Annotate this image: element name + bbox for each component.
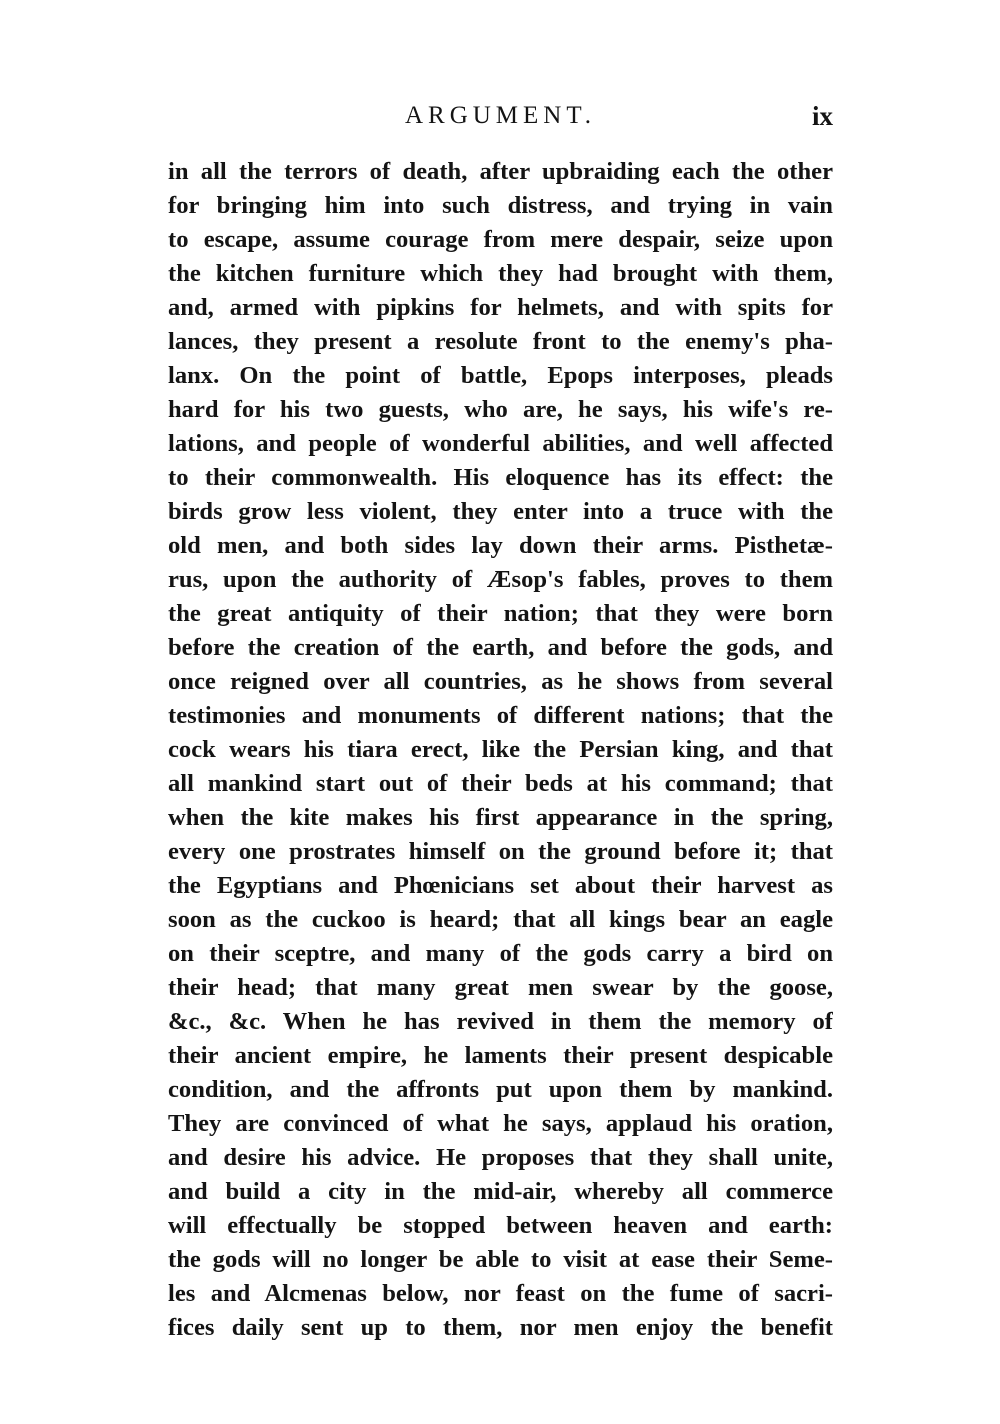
text-line: the kitchen furniture which they had brought with them,	[168, 260, 833, 287]
text-line: old men, and both sides lay down their arms. Pisthetæ-	[168, 532, 833, 559]
text-line: to escape, assume courage from mere despair, seize upon	[168, 226, 833, 253]
body-text	[168, 155, 833, 1345]
text-line: They are convinced of what he says, applaud his oration,	[168, 1110, 833, 1137]
text-line: lances, they present a resolute front to the enemy's pha-	[168, 328, 833, 355]
text-line: their head; that many great men swear by the goose,	[168, 974, 833, 1001]
text-line: lations, and people of wonderful abilities, and well affected	[168, 430, 833, 457]
text-line: fices daily sent up to them, nor men enjoy the benefit	[168, 1314, 833, 1341]
text-line: to their commonwealth. His eloquence has its effect: the	[168, 464, 833, 491]
text-line: their ancient empire, he laments their present despicable	[168, 1042, 833, 1069]
text-line: condition, and the affronts put upon them by mankind.	[168, 1076, 833, 1103]
text-line: hard for his two guests, who are, he says, his wife's re-	[168, 396, 833, 423]
text-line: will effectually be stopped between heaven and earth:	[168, 1212, 833, 1239]
text-line: birds grow less violent, they enter into a truce with the	[168, 498, 833, 525]
page-number: ix	[811, 101, 833, 131]
text-line: soon as the cuckoo is heard; that all kings bear an eagle	[168, 906, 833, 933]
text-line: rus, upon the authority of Æsop's fables, proves to them	[168, 566, 833, 593]
text-line: and, armed with pipkins for helmets, and with spits for	[168, 294, 833, 321]
text-line: when the kite makes his first appearance in the spring,	[168, 804, 833, 831]
text-line: and desire his advice. He proposes that they shall unite,	[168, 1144, 833, 1171]
running-head-title: ARGUMENT.	[404, 102, 597, 129]
text-line: for bringing him into such distress, and trying in vain	[168, 192, 833, 219]
text-line: the Egyptians and Phœnicians set about their harvest as	[168, 872, 833, 899]
text-line: in all the terrors of death, after upbraiding each the other	[168, 158, 833, 185]
text-line: lanx. On the point of battle, Epops interposes, pleads	[168, 362, 833, 389]
text-line: every one prostrates himself on the ground before it; that	[168, 838, 833, 865]
text-line: once reigned over all countries, as he shows from several	[168, 668, 833, 695]
text-line: cock wears his tiara erect, like the Persian king, and that	[168, 736, 833, 763]
text-line: &c., &c. When he has revived in them the memory of	[168, 1008, 833, 1035]
text-line: the gods will no longer be able to visit at ease their Seme-	[168, 1246, 833, 1273]
text-line: before the creation of the earth, and before the gods, and	[168, 634, 833, 661]
text-line: and build a city in the mid-air, whereby all commerce	[168, 1178, 833, 1205]
running-head	[168, 96, 833, 136]
text-line: les and Alcmenas below, nor feast on the fume of sacri-	[168, 1280, 833, 1307]
text-line: all mankind start out of their beds at his command; that	[168, 770, 833, 797]
text-line: testimonies and monuments of different nations; that the	[168, 702, 833, 729]
text-line: the great antiquity of their nation; that they were born	[168, 600, 833, 627]
text-line: on their sceptre, and many of the gods carry a bird on	[168, 940, 833, 967]
